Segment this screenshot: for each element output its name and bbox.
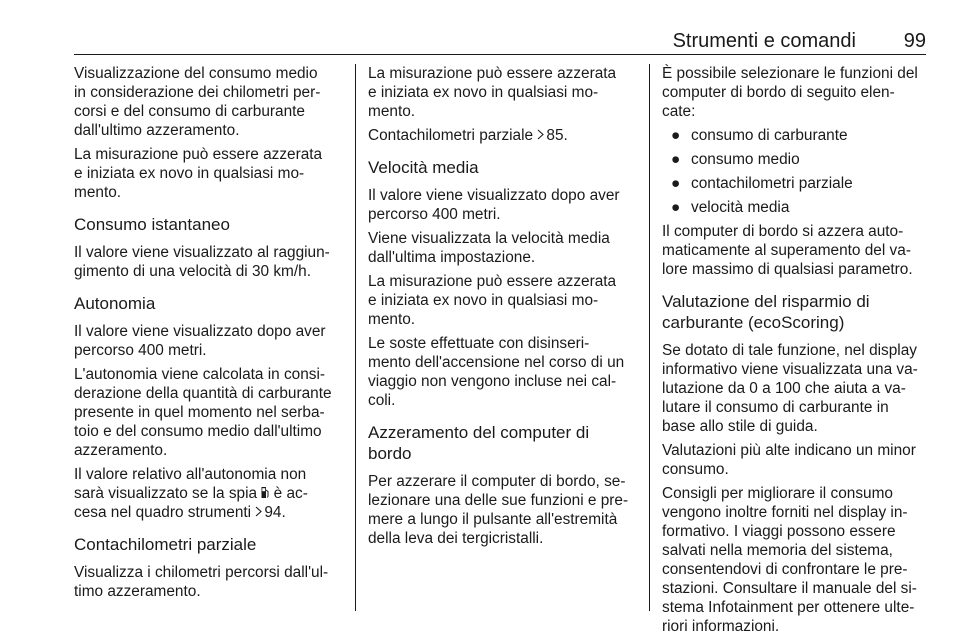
- paragraph: [368, 334, 634, 410]
- paragraph: [662, 222, 928, 279]
- fuel-pump-warning-icon: [261, 486, 269, 499]
- text-line: lutazione da 0 a 100 che aiuta a va-: [662, 380, 906, 397]
- text-line: gimento di una velocità di 30 km/h.: [74, 263, 311, 280]
- page-reference-arrow-icon: [255, 506, 262, 517]
- text-line: consentendovi di confrontare le pre-: [662, 561, 908, 578]
- heading-azzeramento-computer: [368, 422, 634, 464]
- text-line: dall'ultima impostazione.: [368, 249, 536, 266]
- text-line: lutare il consumo di carburante in: [662, 399, 889, 416]
- text-line: e iniziata ex novo in qualsiasi mo-: [74, 165, 305, 182]
- column-3: [662, 64, 928, 641]
- text-line: stema Infotainment per ottenere ulte-: [662, 599, 915, 616]
- text-fragment: cesa nel quadro strumenti: [74, 504, 252, 521]
- paragraph: [368, 229, 634, 267]
- text-fragment: sarà visualizzato se la spia: [74, 485, 258, 502]
- text-line: Il computer di bordo si azzera auto-: [662, 223, 904, 240]
- text-line: toio e del consumo medio dall'ultimo: [74, 423, 322, 440]
- text-line: mento.: [74, 184, 122, 201]
- text-line: cate:: [662, 103, 696, 120]
- text-line: e iniziata ex novo in qualsiasi mo-: [368, 292, 599, 309]
- text-line: derazione della quantità di carburante: [74, 385, 332, 402]
- page-reference-arrow-icon: [537, 129, 544, 140]
- text-line: base allo stile di guida.: [662, 418, 818, 435]
- text-line: percorso 400 metri.: [368, 206, 501, 223]
- text-line: lore massimo di qualsiasi parametro.: [662, 261, 913, 278]
- list-item-text: consumo di carburante: [691, 127, 848, 144]
- text-line: [74, 484, 342, 503]
- paragraph: [368, 272, 634, 329]
- text-line: Il valore viene visualizzato dopo aver: [74, 323, 326, 340]
- text-fragment: Contachilometri parziale: [368, 127, 534, 144]
- text-line: vengono inoltre forniti nel display in-: [662, 504, 908, 521]
- column-divider-2: [649, 64, 650, 611]
- text-line: consumo.: [662, 461, 729, 478]
- text-line: Consigli per migliorare il consumo: [662, 485, 893, 502]
- text-line: La misurazione può essere azzerata: [74, 146, 323, 163]
- paragraph: [368, 472, 634, 548]
- bullet-icon: ●: [671, 199, 681, 216]
- heading-consumo-istantaneo: Consumo istantaneo: [74, 215, 230, 234]
- text-line: della leva dei tergicristalli.: [368, 530, 544, 547]
- paragraph: [368, 126, 634, 145]
- text-line: Il valore relativo all'autonomia non: [74, 466, 307, 483]
- list-item: [662, 126, 928, 145]
- text-line: percorso 400 metri.: [74, 342, 207, 359]
- page-number: 99: [903, 30, 926, 52]
- paragraph: [74, 365, 342, 460]
- paragraph: [74, 563, 342, 601]
- text-fragment: è ac-: [273, 485, 308, 502]
- text-line: azzeramento.: [74, 442, 168, 459]
- bullet-icon: ●: [671, 127, 681, 144]
- text-line: La misurazione può essere azzerata: [368, 273, 617, 290]
- bullet-icon: ●: [671, 151, 681, 168]
- list-item: [662, 174, 928, 193]
- list-item-text: contachilometri parziale: [691, 175, 853, 192]
- text-line: timo azzeramento.: [74, 583, 201, 600]
- text-line: Il valore viene visualizzato dopo aver: [368, 187, 620, 204]
- text-line: coli.: [368, 392, 396, 409]
- text-line: Visualizza i chilometri percorsi dall'ul-: [74, 564, 329, 581]
- heading-autonomia: Autonomia: [74, 294, 156, 313]
- text-line: La misurazione può essere azzerata: [368, 65, 617, 82]
- heading-valutazione-risparmio: [662, 291, 928, 333]
- heading-contachilometri-parziale: Contachilometri parziale: [74, 535, 257, 554]
- text-line: stazioni. Consultare il manuale del si-: [662, 580, 917, 597]
- paragraph: [662, 64, 928, 121]
- text-line: Il valore viene visualizzato al raggiun-: [74, 244, 330, 261]
- text-line: Se dotato di tale funzione, nel display: [662, 342, 917, 359]
- section-title: Strumenti e comandi: [672, 30, 856, 52]
- text-line: bordo: [368, 444, 412, 463]
- text-line: maticamente al superamento del va-: [662, 242, 911, 259]
- page-header: [74, 30, 926, 54]
- paragraph: [74, 322, 342, 360]
- text-line: lezionare una delle sue funzioni e pre-: [368, 492, 629, 509]
- text-line: informativo viene visualizzata una va-: [662, 361, 918, 378]
- text-line: mento.: [368, 103, 416, 120]
- heading-velocita-media: Velocità media: [368, 158, 479, 177]
- page-reference: 94.: [264, 504, 286, 521]
- bullet-icon: ●: [671, 175, 681, 192]
- paragraph: [74, 145, 342, 202]
- text-line: dall'ultimo azzeramento.: [74, 122, 240, 139]
- paragraph: [662, 441, 928, 479]
- column-1: [74, 64, 342, 606]
- paragraph: [74, 64, 342, 140]
- paragraph: [368, 64, 634, 121]
- text-line: viaggio non vengono incluse nei cal-: [368, 373, 617, 390]
- list-item: [662, 150, 928, 169]
- text-line: mento.: [368, 311, 416, 328]
- text-line: in considerazione dei chilometri per-: [74, 84, 321, 101]
- text-line: presente in quel momento nel serba-: [74, 404, 325, 421]
- text-line: corsi e del consumo di carburante: [74, 103, 305, 120]
- text-line: formativo. I viaggi possono essere: [662, 523, 896, 540]
- column-2: [368, 64, 634, 553]
- paragraph: [662, 341, 928, 436]
- header-divider: [74, 54, 926, 55]
- text-line: Visualizzazione del consumo medio: [74, 65, 318, 82]
- list-item: [662, 198, 928, 217]
- list-item-text: consumo medio: [691, 151, 800, 168]
- text-line: Azzeramento del computer di: [368, 423, 590, 442]
- text-line: Valutazione del risparmio di: [662, 292, 870, 311]
- paragraph: [662, 484, 928, 636]
- text-line: Valutazioni più alte indicano un minor: [662, 442, 916, 459]
- text-line: e iniziata ex novo in qualsiasi mo-: [368, 84, 599, 101]
- text-line: [74, 503, 342, 522]
- text-line: È possibile selezionare le funzioni del: [662, 65, 918, 82]
- text-line: mento dell'accensione nel corso di un: [368, 354, 625, 371]
- text-line: L'autonomia viene calcolata in consi-: [74, 366, 326, 383]
- text-line: riori informazioni.: [662, 618, 780, 635]
- text-line: Le soste effettuate con disinseri-: [368, 335, 590, 352]
- paragraph: [368, 186, 634, 224]
- text-line: Per azzerare il computer di bordo, se-: [368, 473, 626, 490]
- function-list: [662, 126, 928, 217]
- text-line: computer di bordo di seguito elen-: [662, 84, 895, 101]
- text-line: carburante (ecoScoring): [662, 313, 845, 332]
- list-item-text: velocità media: [691, 199, 790, 216]
- text-line: salvati nella memoria del sistema,: [662, 542, 893, 559]
- column-divider-1: [355, 64, 356, 611]
- text-line: mere a lungo il pulsante all'estremità: [368, 511, 618, 528]
- paragraph: [74, 243, 342, 281]
- paragraph: [74, 465, 342, 522]
- text-line: Viene visualizzata la velocità media: [368, 230, 610, 247]
- page-reference: 85.: [546, 127, 568, 144]
